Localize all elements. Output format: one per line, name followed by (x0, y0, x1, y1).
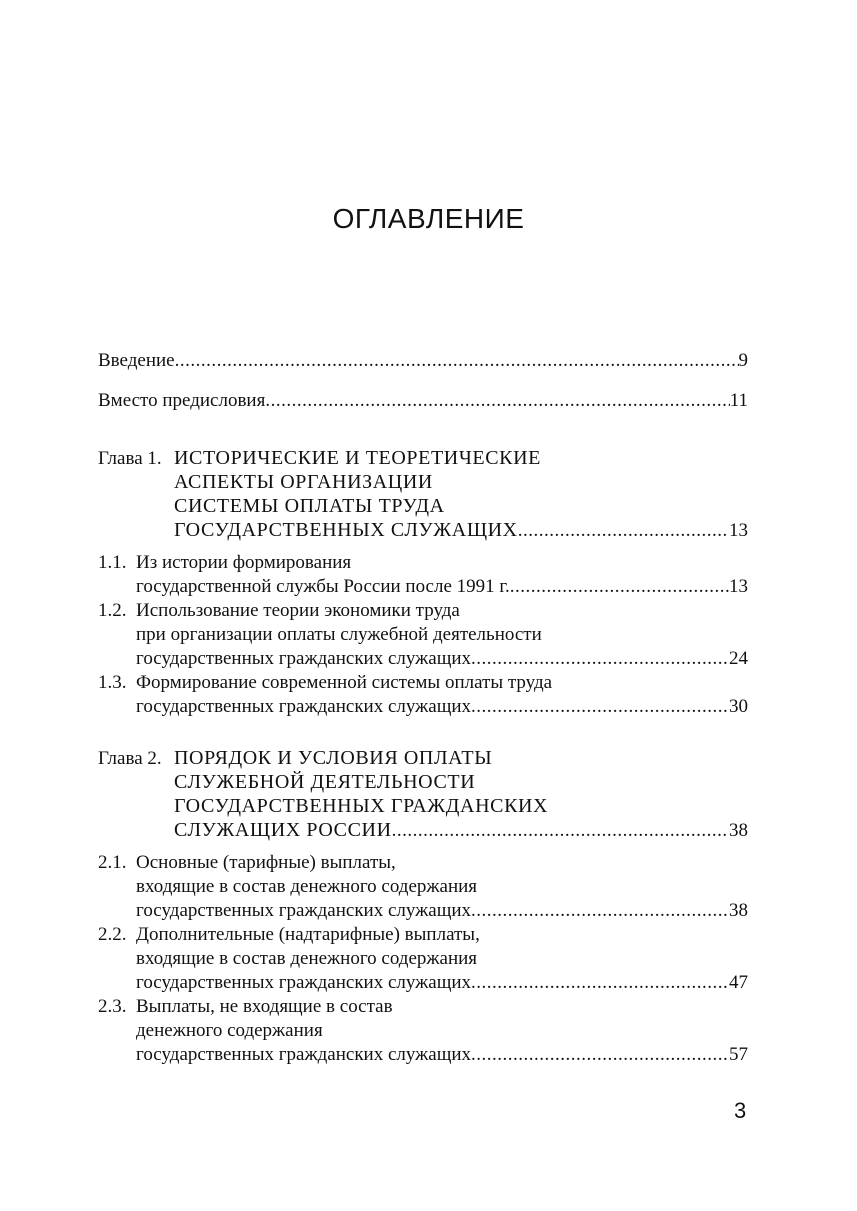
section-number: 1.1. (98, 552, 127, 573)
toc-section-2-1-last-line[interactable] (136, 899, 748, 923)
dot-leader (471, 1043, 729, 1067)
section-number: 2.3. (98, 996, 127, 1017)
toc-page-number: 38 (729, 820, 748, 841)
dot-leader (471, 899, 729, 923)
toc-page-number: 57 (729, 1044, 748, 1065)
dot-leader (471, 695, 729, 719)
toc-section-2-3[interactable] (98, 995, 748, 1019)
section-title-line: государственных гражданских служащих (136, 696, 471, 717)
toc-chapter-1[interactable] (98, 446, 748, 471)
section-title-line: Из истории формирования (136, 552, 352, 573)
dot-leader (471, 971, 729, 995)
dot-leader (392, 819, 729, 843)
toc-section-1-1-last-line[interactable] (136, 575, 748, 599)
dot-leader (518, 519, 729, 543)
toc-page-number: 11 (729, 390, 748, 411)
section-title-line: государственной службы России после 1991 г. (136, 576, 510, 597)
toc-page-number: 13 (729, 520, 748, 541)
dot-leader (175, 349, 739, 373)
toc-section-2-3-last-line[interactable] (136, 1043, 748, 1067)
toc-section-2-2-last-line[interactable] (136, 971, 748, 995)
section-number: 1.3. (98, 672, 127, 693)
toc-page-number: 47 (729, 972, 748, 993)
toc-entry-intro[interactable] (98, 349, 748, 373)
toc-entry-label: Введение (98, 350, 175, 371)
page-number: 3 (734, 1098, 747, 1123)
chapter-title-line: СИСТЕМЫ ОПЛАТЫ ТРУДА (174, 495, 445, 517)
chapter-title-line: АСПЕКТЫ ОРГАНИЗАЦИИ (174, 471, 433, 493)
toc-section-1-3[interactable] (98, 671, 748, 695)
toc-entry-label: Вместо предисловия (98, 390, 266, 411)
section-title-line: при организации оплаты служебной деятельности (136, 624, 542, 645)
toc-chapter-1-last-line[interactable] (174, 518, 748, 543)
toc-page-number: 9 (738, 350, 748, 371)
chapter-title-line: ИСТОРИЧЕСКИЕ И ТЕОРЕТИЧЕСКИЕ (174, 447, 541, 469)
section-title-line: Выплаты, не входящие в состав (136, 996, 393, 1017)
dot-leader (471, 647, 729, 671)
section-title-line: государственных гражданских служащих (136, 900, 471, 921)
toc-page-number: 30 (729, 696, 748, 717)
chapter-title-line: ГОСУДАРСТВЕННЫХ ГРАЖДАНСКИХ (174, 795, 549, 817)
page-title: ОГЛАВЛЕНИЕ (332, 203, 525, 234)
section-title-line: Формирование современной системы оплаты труда (136, 672, 553, 693)
section-title-line: входящие в состав денежного содержания (136, 948, 478, 969)
toc-chapter-2[interactable] (98, 746, 748, 771)
chapter-title-line: ГОСУДАРСТВЕННЫХ СЛУЖАЩИХ (174, 519, 518, 541)
toc-section-1-3-last-line[interactable] (136, 695, 748, 719)
chapter-title-line: ПОРЯДОК И УСЛОВИЯ ОПЛАТЫ (174, 747, 493, 769)
toc-page-number: 13 (729, 576, 748, 597)
toc-section-2-2[interactable] (98, 923, 748, 947)
toc-section-1-2[interactable] (98, 599, 748, 623)
chapter-title-line: СЛУЖЕБНОЙ ДЕЯТЕЛЬНОСТИ (174, 771, 476, 793)
toc-section-2-1[interactable] (98, 851, 748, 875)
section-title-line: Дополнительные (надтарифные) выплаты, (136, 924, 480, 945)
section-title-line: Использование теории экономики труда (136, 600, 460, 621)
section-title-line: входящие в состав денежного содержания (136, 876, 478, 897)
section-title-line: государственных гражданских служащих (136, 648, 471, 669)
section-number: 1.2. (98, 600, 127, 621)
section-title-line: денежного содержания (136, 1020, 323, 1041)
section-title-line: государственных гражданских служащих (136, 972, 471, 993)
toc-section-1-2-last-line[interactable] (136, 647, 748, 671)
toc-chapter-2-last-line[interactable] (174, 818, 748, 843)
chapter-prefix: Глава 1. (98, 448, 162, 469)
section-title-line: Основные (тарифные) выплаты, (136, 852, 396, 873)
toc-section-1-1[interactable] (98, 551, 748, 575)
toc-page-number: 38 (729, 900, 748, 921)
toc-entry-preface[interactable] (98, 389, 748, 413)
section-number: 2.1. (98, 852, 127, 873)
section-title-line: государственных гражданских служащих (136, 1044, 471, 1065)
chapter-title-line: СЛУЖАЩИХ РОССИИ (174, 819, 392, 841)
chapter-prefix: Глава 2. (98, 748, 162, 769)
dot-leader (265, 389, 729, 413)
toc-page-number: 24 (729, 648, 748, 669)
section-number: 2.2. (98, 924, 127, 945)
dot-leader (510, 575, 729, 599)
